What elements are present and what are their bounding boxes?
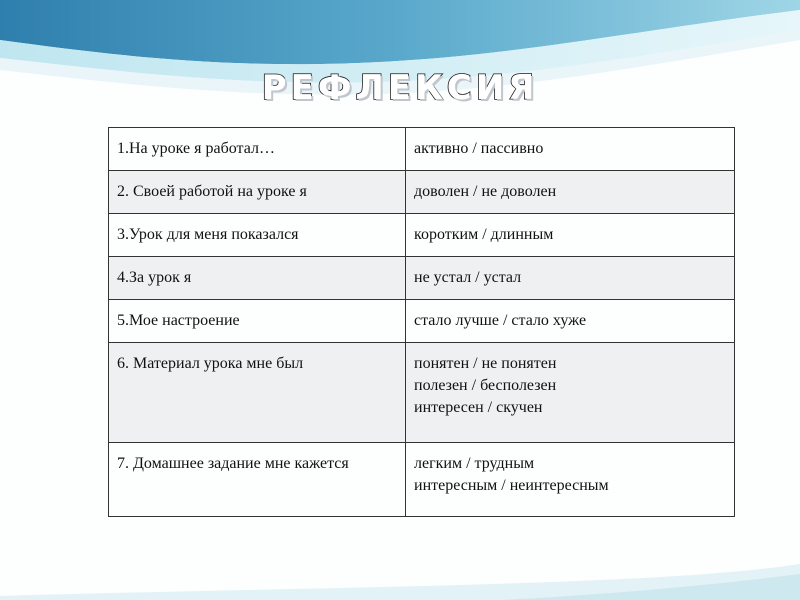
- answer-option: активно / пассивно: [414, 140, 544, 157]
- answer-option: понятен / не понятен: [414, 355, 557, 372]
- question-cell: 2. Своей работой на уроке я: [109, 171, 406, 214]
- table-row: [109, 300, 735, 343]
- table-row: [109, 214, 735, 257]
- question-cell: 5.Мое настроение: [109, 300, 406, 343]
- table-row: [109, 443, 735, 517]
- answer-cell: [406, 257, 735, 300]
- answer-option: не устал / устал: [414, 269, 522, 286]
- answer-option: легким / трудным: [414, 455, 535, 472]
- answer-option: интересным / неинтересным: [414, 477, 609, 494]
- answer-cell: [406, 443, 735, 517]
- question-cell: 6. Материал урока мне был: [109, 343, 406, 443]
- question-cell: 4.За урок я: [109, 257, 406, 300]
- answer-option: интересен / скучен: [414, 399, 543, 416]
- answer-option: полезен / бесполезен: [414, 377, 557, 394]
- answer-cell: [406, 128, 735, 171]
- reflection-table: [108, 127, 735, 517]
- table-row: [109, 171, 735, 214]
- question-cell: 3.Урок для меня показался: [109, 214, 406, 257]
- table-row: [109, 257, 735, 300]
- table-row: [109, 128, 735, 171]
- slide-title: РЕФЛЕКСИЯ: [261, 68, 539, 108]
- table-row: [109, 343, 735, 443]
- answer-option: доволен / не доволен: [414, 183, 557, 200]
- answer-option: коротким / длинным: [414, 226, 554, 243]
- answer-cell: [406, 171, 735, 214]
- bottom-wave-decoration: [0, 560, 800, 600]
- answer-cell: [406, 343, 735, 443]
- answer-cell: [406, 214, 735, 257]
- answer-option: стало лучше / стало хуже: [414, 312, 587, 329]
- answer-cell: [406, 300, 735, 343]
- question-cell: 1.На уроке я работал…: [109, 128, 406, 171]
- question-cell: 7. Домашнее задание мне кажется: [109, 443, 406, 517]
